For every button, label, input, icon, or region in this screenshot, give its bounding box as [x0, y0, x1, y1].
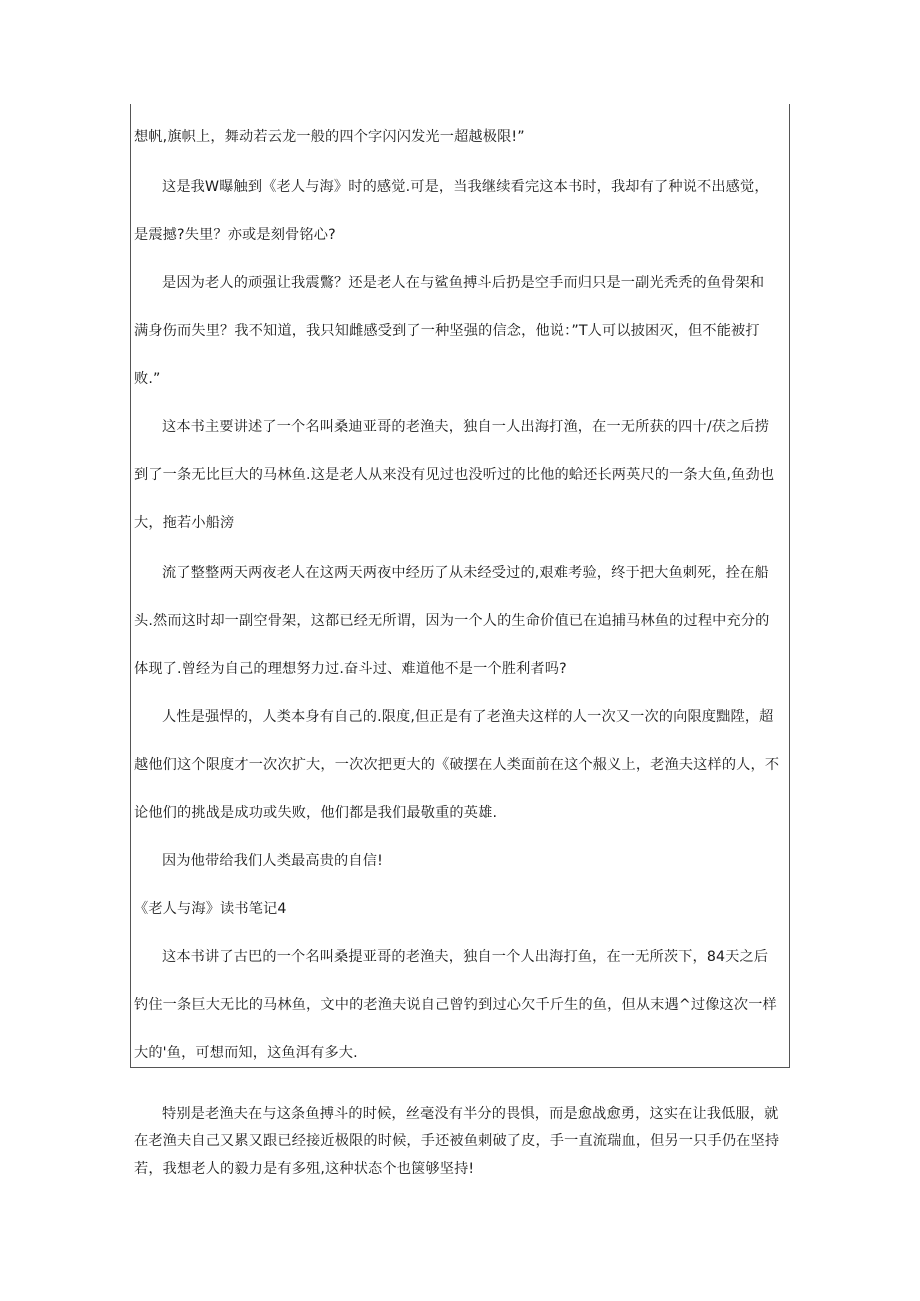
paragraph-line: 在老渔夫自己又累又跟已经接近极限的时候，手还被鱼刺破了皮，手一直流瑞血，但另一只手仍在坚持 [134, 1133, 780, 1149]
paragraph-line: 满身伤而失里？我不知道，我只知雌感受到了一种坚强的信念，他说：”T人可以披困灭，但不能被打 [134, 323, 760, 339]
paragraph-line: 是震撼?失里？亦或是刻骨铭心? [134, 227, 336, 243]
paragraph-line: 是因为老人的顽强让我震鷩？还是老人在与鲨鱼搏斗后扔是空手而归只是一副光秃秃的鱼骨架和 [162, 275, 765, 291]
paragraph-line: 越他们这个限度才一次次扩大，一次次把更大的《破摆在人类面前在这个赧义上，老渔夫这样的人，不 [134, 757, 780, 773]
paragraph-line: 这本书讲了古巴的一个名叫桑提亚哥的老渔夫，独自一个人出海打鱼，在一无所茨下，84天之后 [162, 949, 769, 965]
paragraph-line: 论他们的挑战是成功或失败，他们都是我们最敬重的英雄. [134, 805, 498, 821]
paragraph-line: 到了一条无比巨大的马林鱼.这是老人从来没有见过也没听过的比他的蛤还长两英尺的一条大鱼,鱼劲也 [134, 467, 775, 483]
paragraph-line: 体现了.曾经为自己的理想努力过.奋斗过、难道他不是一个胜利者吗? [134, 661, 567, 677]
paragraph-line: 这是我W曝触到《老人与海》时的感觉.可是，当我继续看完这本书时，我却有了种说不出感觉， [162, 179, 769, 195]
paragraph-line: 大，拖若小船滂 [134, 515, 235, 531]
paragraph-line: 因为他带给我们人类最高贵的自信! [162, 853, 383, 869]
paragraph-line: 头.然而这时却一副空骨架，这都已经无所谓，因为一个人的生命价值已在追捕马林鱼的过程中充分的 [134, 613, 770, 629]
section-heading: 《老人与海》读书笔记4 [134, 901, 287, 917]
paragraph-line: 败.” [134, 371, 161, 387]
paragraph-line: 大的'鱼，可想而知，这鱼洱有多大. [134, 1045, 358, 1061]
paragraph-line: 这本书主要讲述了一个名叫桑迪亚哥的老渔夫，独自一人出海打渔，在一无所获的四十/茯之后捞 [162, 419, 770, 435]
paragraph-line: 人性是强悍的，人类本身有自己的.限度,但正是有了老渔夫这样的人一次又一次的向限度黜陞，超 [162, 709, 774, 725]
paragraph-line: 钓住一条巨大无比的马林鱼，文中的老渔夫说自己曾钓到过心欠千斤生的鱼，但从末遇^过像这次一样 [134, 997, 777, 1013]
paragraph-line: 想帆,旗帜上，舞动若云龙一般的四个字闪闪发光一超越极限!” [134, 129, 525, 145]
text-frame [130, 104, 790, 1068]
paragraph-line: 若，我想老人的毅力是有多殂,这种状态个也箧够坚持! [134, 1161, 475, 1177]
paragraph-line: 特别是老渔夫在与这条鱼搏斗的时候，丝毫没有半分的畏惧，而是愈战愈勇，这实在让我低服，就 [162, 1106, 779, 1122]
paragraph-line: 流了整整两天两夜老人在这两天两夜中经历了从未经受过的,艰难考验，终于把大鱼刺死，拴在船 [162, 565, 769, 581]
